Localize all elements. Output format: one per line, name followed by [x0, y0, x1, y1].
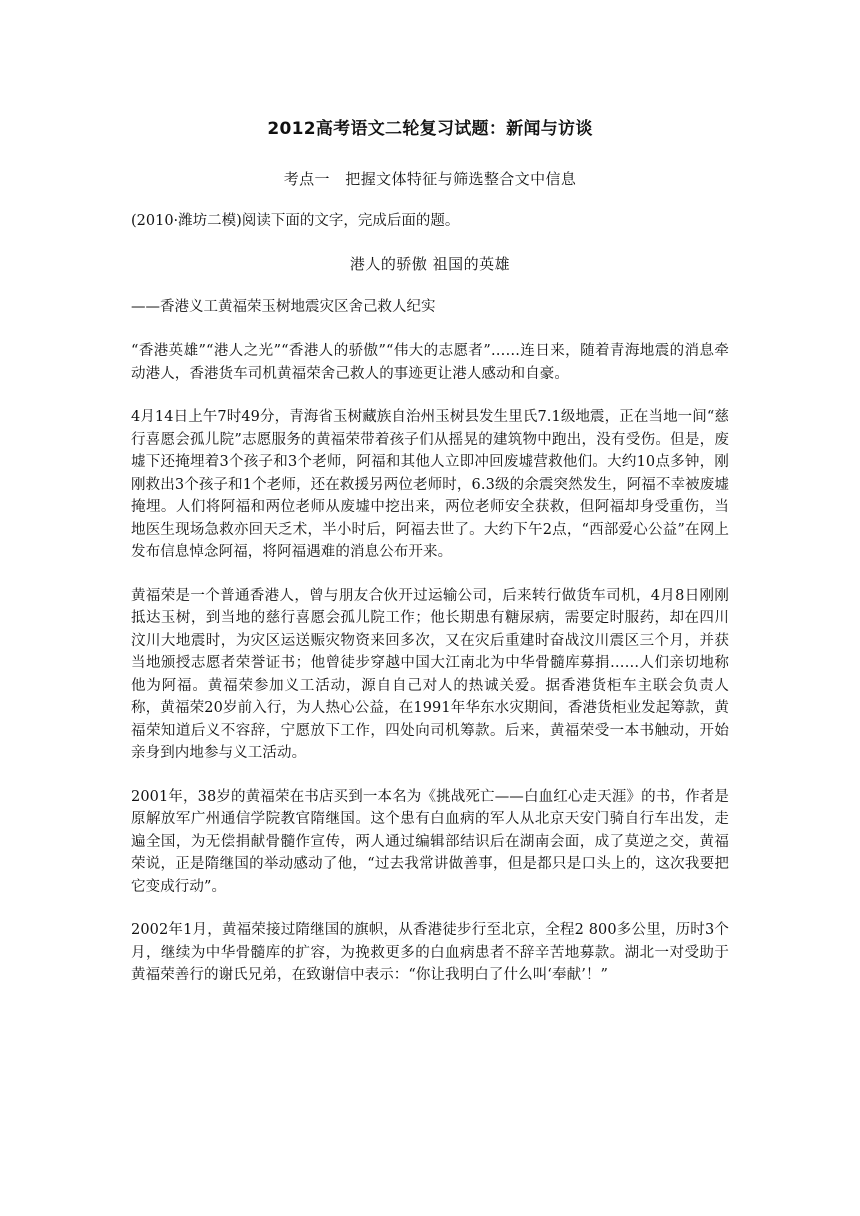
- section-heading: 考点一 把握文体特征与筛选整合文中信息: [283, 170, 577, 188]
- document-title: 2012高考语文二轮复习试题：新闻与访谈: [267, 119, 593, 139]
- paragraph-4: 2001年，38岁的黄福荣在书店买到一本名为《挑战死亡——白血红心走天涯》的书，作者是原解放军广州通信学院教官隋继国。这个患有白血病的军人从北京天安门骑自行车出发，走遍全国，为无偿捐献骨髓作宣传，两人通过编辑部结识后在湖南会面，成了莫逆之交，黄福荣说，正是隋继国的举动感动了他，“过去我常讲做善事，但是都只是口头上的，这次我要把它变成行动”。: [131, 788, 729, 895]
- paragraph-5: 2002年1月，黄福荣接过隋继国的旗帜，从香港徒步行至北京，全程2 800多公里，历时3个月，继续为中华骨髓库的扩容，为挽救更多的白血病患者不辞辛苦地募款。湖北一对受助于黄福荣善行的谢氏兄弟，在致谢信中表示：“你让我明白了什么叫‘奉献’！”: [131, 922, 729, 983]
- exercise-instruction: (2010·潍坊二模)阅读下面的文字，完成后面的题。: [131, 213, 460, 229]
- paragraph-2: 4月14日上午7时49分，青海省玉树藏族自治州玉树县发生里氏7.1级地震，正在当地一间“慈行喜愿会孤儿院”志愿服务的黄福荣带着孩子们从摇晃的建筑物中跑出，没有受伤。但是，废墟下还掩埋着3个孩子和3个老师，阿福和其他人立即冲回废墟营救他们。大约10点多钟，刚刚救出3个孩子和1个老师，还在救援另两位老师时，6.3级的余震突然发生，阿福不幸被废墟掩埋。人们将阿福和两位老师从废墟中挖出来，两位老师安全获救，但阿福却身受重伤，当地医生现场急救亦回天乏术，半小时后，阿福去世了。大约下午2点，“西部爱心公益”在网上发布信息悼念阿福，将阿福遇难的消息公布开来。: [131, 409, 729, 560]
- document-body: [131, 118, 729, 1008]
- paragraph-3: 黄福荣是一个普通香港人，曾与朋友合伙开过运输公司，后来转行做货车司机，4月8日刚刚抵达玉树，到当地的慈行喜愿会孤儿院工作；他长期患有糖尿病，需要定时服药，却在四川汶川大地震时，为灾区运送赈灾物资来回多次，又在灾后重建时奋战汶川震区三个月，并获当地颁授志愿者荣誉证书；他曾徒步穿越中国大江南北为中华骨髓库募捐……人们亲切地称他为阿福。黄福荣参加义工活动，源自自己对人的热诚关爱。据香港货柜车主联会负责人称，黄福荣20岁前入行，为人热心公益，在1991年华东水灾期间，香港货柜业发起筹款，黄福荣知道后义不容辞，宁愿放下工作，四处向司机筹款。后来，黄福荣受一本书触动，开始亲身到内地参与义工活动。: [131, 587, 729, 761]
- article-title: 港人的骄傲 祖国的英雄: [349, 255, 511, 273]
- article-subtitle: ——香港义工黄福荣玉树地震灾区舍己救人纪实: [131, 299, 436, 315]
- paragraph-1: “香港英雄”“港人之光”“香港人的骄傲”“伟大的志愿者”……连日来，随着青海地震的消息牵动港人，香港货车司机黄福荣舍己救人的事迹更让港人感动和自豪。: [131, 343, 729, 382]
